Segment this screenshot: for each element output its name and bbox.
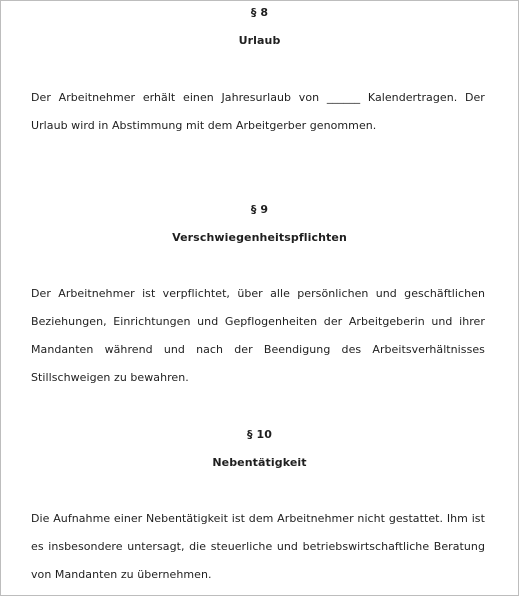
section-9-number: § 9	[250, 203, 269, 216]
section-10-line-1: Die Aufnahme einer Nebentätigkeit ist dem Arbeitnehmer nicht gestattet. Ihm ist	[31, 512, 485, 525]
section-8-title: Urlaub	[238, 34, 281, 47]
section-9-line-4: Stillschweigen zu bewahren.	[31, 371, 189, 384]
section-10-line-3: von Mandanten zu übernehmen.	[31, 568, 212, 581]
section-10-title: Nebentätigkeit	[212, 456, 307, 469]
section-9-paragraph	[31, 287, 485, 399]
section-9-line-1: Der Arbeitnehmer ist verpflichtet, über alle persönlichen und geschäftlichen	[31, 287, 485, 300]
section-8-paragraph	[31, 91, 485, 147]
section-9-title: Verschwiegenheitspflichten	[172, 231, 347, 244]
section-8-line-2: Urlaub wird in Abstimmung mit dem Arbeitgerber genommen.	[31, 119, 377, 132]
section-10-paragraph	[31, 512, 485, 596]
section-9-line-2: Beziehungen, Einrichtungen und Gepflogenheiten der Arbeitgeberin und ihrer	[31, 315, 485, 328]
section-9-line-3: Mandanten während und nach der Beendigung des Arbeitsverhältnisses	[31, 343, 485, 356]
section-10-number: § 10	[246, 428, 273, 441]
section-8-number: § 8	[250, 6, 269, 19]
section-10-line-2: es insbesondere untersagt, die steuerliche und betriebswirtschaftliche Beratung	[31, 540, 485, 553]
section-8-line-1: Der Arbeitnehmer erhält einen Jahresurlaub von ______ Kalendertragen. Der	[31, 91, 485, 104]
